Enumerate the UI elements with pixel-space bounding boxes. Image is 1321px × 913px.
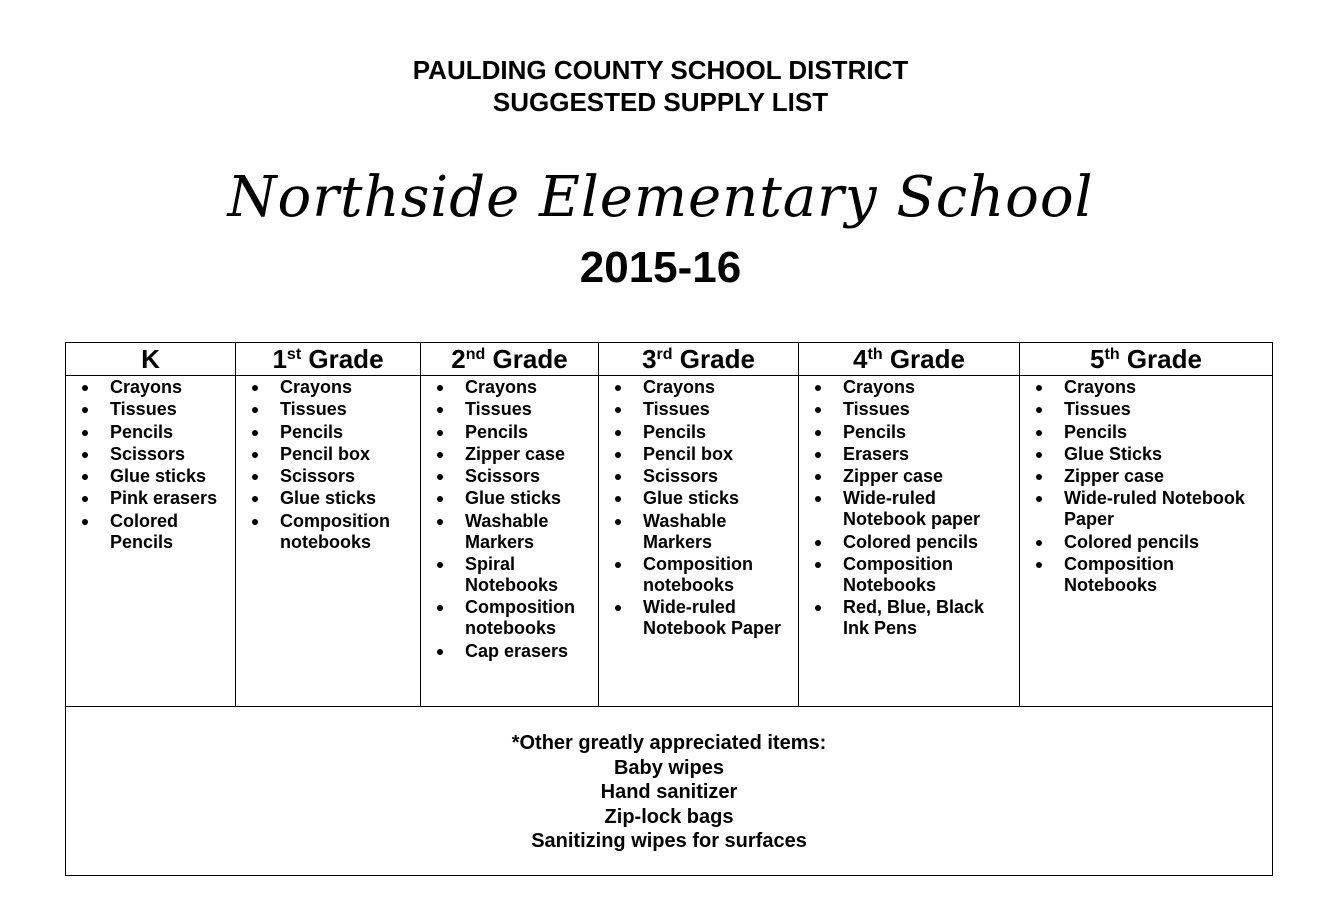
other-item: Zip-lock bags [604,805,734,828]
grade-number: 2 [451,343,466,374]
supply-item: Glue Sticks [1030,444,1268,465]
supply-item: Glue sticks [76,466,231,487]
other-items [66,707,1272,854]
school-name: Northside Elementary School [227,165,1094,230]
grade-number: K [141,343,160,374]
supply-item: Crayons [1030,377,1268,398]
grade-supply-column [599,376,799,707]
supply-item: Composition notebooks [246,511,416,553]
grade-supply-column [1020,376,1273,707]
supply-item: Composition Notebooks [1030,554,1268,596]
grade-header [236,343,421,376]
district-name: PAULDING COUNTY SCHOOL DISTRICT [412,55,909,85]
supply-item: Composition notebooks [609,554,794,596]
supply-item: Washable Markers [609,511,794,553]
supply-item: Tissues [1030,399,1268,420]
supply-list [799,376,1019,639]
supply-item: Crayons [609,377,794,398]
supply-item: Glue sticks [246,488,416,509]
supply-item: Scissors [609,466,794,487]
grade-ordinal: st [286,345,302,363]
supply-item: Colored Pencils [76,511,231,553]
grade-supply-column [236,376,421,707]
grade-header [66,343,236,376]
supply-list [1020,376,1272,596]
supply-item: Pencils [431,422,594,443]
supply-item: Crayons [431,377,594,398]
supply-item: Tissues [609,399,794,420]
grade-ordinal: th [1104,345,1120,363]
supply-item: Red, Blue, Black Ink Pens [809,597,1015,639]
supply-item: Scissors [246,466,416,487]
supply-item: Wide-ruled Notebook paper [809,488,1015,530]
grade-label: Grade [1119,343,1202,374]
supply-item: Cap erasers [431,641,594,662]
grade-supply-column [66,376,236,707]
supply-item: Colored pencils [809,532,1015,553]
supply-item: Pencils [1030,422,1268,443]
supply-list [421,376,598,662]
list-subtitle: SUGGESTED SUPPLY LIST [492,87,829,117]
supply-list [599,376,798,639]
grade-supply-column [799,376,1020,707]
supply-table [65,342,1273,876]
supply-item: Pencils [609,422,794,443]
supply-item: Colored pencils [1030,532,1268,553]
other-item: Hand sanitizer [600,781,738,803]
grade-number: 1 [272,343,287,374]
grade-header [599,343,799,376]
supply-item: Wide-ruled Notebook Paper [609,597,794,639]
supply-item: Composition Notebooks [809,554,1015,596]
supply-item: Pencils [76,422,231,443]
supply-item: Tissues [246,399,416,420]
supply-item: Zipper case [1030,466,1268,487]
other-item: Sanitizing wipes for surfaces [531,830,807,852]
grade-label: Grade [485,343,568,374]
grade-label: Grade [672,343,755,374]
grade-ordinal: nd [465,345,486,363]
grade-label: Grade [301,343,384,374]
supply-item: Washable Markers [431,511,594,553]
grade-number: 5 [1090,343,1105,374]
supply-item: Crayons [76,377,231,398]
supply-item: Tissues [809,399,1015,420]
other-items-row [66,707,1273,876]
grade-number: 4 [853,343,868,374]
supply-item: Erasers [809,444,1015,465]
supply-item: Scissors [76,444,231,465]
supply-item: Zipper case [809,466,1015,487]
supply-item: Spiral Notebooks [431,554,594,596]
supply-item: Wide-ruled Notebook Paper [1030,488,1268,530]
grade-label: Grade [882,343,965,374]
grade-number: 3 [642,343,657,374]
supply-item: Scissors [431,466,594,487]
supply-item: Tissues [431,399,594,420]
supply-item: Crayons [809,377,1015,398]
supply-items-row [66,376,1273,707]
supply-item: Glue sticks [609,488,794,509]
supply-list [66,376,235,553]
supply-item: Pencils [809,422,1015,443]
grade-ordinal: th [867,345,883,363]
supply-item: Zipper case [431,444,594,465]
grade-header [1020,343,1273,376]
grade-header [799,343,1020,376]
supply-list [236,376,420,553]
grade-ordinal: rd [656,345,673,363]
other-items-heading: *Other greatly appreciated items: [511,732,827,754]
other-item: Baby wipes [613,756,725,779]
supply-item: Pencils [246,422,416,443]
grade-supply-column [421,376,599,707]
grade-header-row [66,343,1273,376]
supply-item: Tissues [76,399,231,420]
supply-item: Crayons [246,377,416,398]
other-items-cell [66,707,1273,876]
supply-item: Glue sticks [431,488,594,509]
grade-header [421,343,599,376]
supply-item: Composition notebooks [431,597,594,639]
supply-item: Pencil box [246,444,416,465]
supply-item: Pink erasers [76,488,231,509]
supply-item: Pencil box [609,444,794,465]
school-year: 2015-16 [579,243,742,292]
